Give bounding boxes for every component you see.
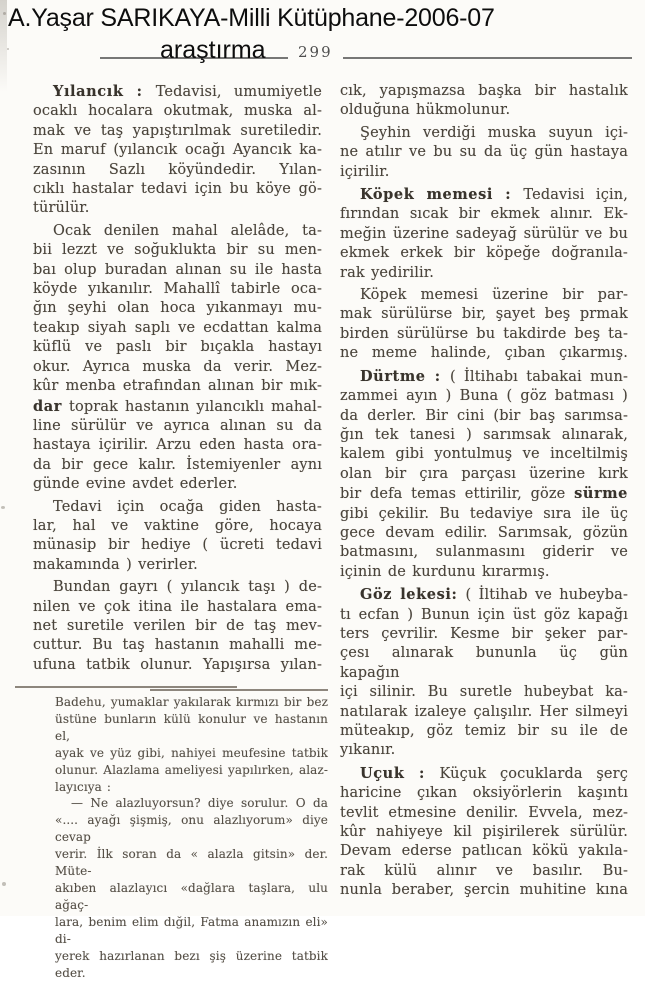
paragraph [33, 82, 322, 219]
text-line [33, 261, 322, 280]
text-line [33, 417, 322, 436]
text-line [55, 779, 328, 796]
text-line [33, 636, 322, 655]
text-segment: makamında ) verirler. [33, 556, 198, 573]
text-line [55, 880, 328, 914]
text-line [340, 286, 628, 305]
bold-term: Uçuk : [360, 764, 440, 782]
text-segment: da bir gece kalır. İstemiyenler aynı [33, 456, 322, 473]
text-segment: layıcıya : [55, 779, 111, 794]
text-segment: batmasını, sulanmasını giderir ve [340, 544, 628, 561]
text-line [340, 543, 628, 562]
bold-term: sürme [574, 485, 628, 503]
paragraph [340, 764, 628, 901]
paragraph [340, 185, 628, 283]
text-line [340, 625, 628, 644]
text-segment: nunla beraber, şercin muhitine kına [340, 882, 628, 899]
text-line [33, 397, 322, 417]
text-segment: içinin de kurdunu kırarmış. [340, 563, 550, 580]
bold-term: Göz lekesi: [360, 586, 466, 604]
text-segment: natılarak izaleye çalışılır. Her silmeyi [340, 703, 628, 720]
scan-speck [3, 12, 6, 15]
text-line [340, 367, 628, 387]
text-line [340, 823, 628, 842]
text-segment: En maruf (yılancık ocağı Ayancık ka- [33, 142, 322, 159]
text-line [340, 741, 628, 760]
text-line [340, 862, 628, 881]
text-line [33, 358, 322, 377]
text-segment: cuttur. Bu taş hastanın mahalli me- [33, 637, 322, 654]
text-line [340, 445, 628, 464]
footnote-rule [15, 686, 237, 688]
text-line [340, 264, 628, 283]
text-segment: gibi çekilir. Bu tedaviye sıra ile üç [340, 505, 628, 522]
text-segment: ne atılır ve bu su da üç gün hastaya [340, 144, 628, 161]
scan-speck [1, 506, 5, 509]
text-segment: teakıp siyah saplı ve ecdattan kalma [33, 319, 322, 336]
text-line [55, 711, 328, 745]
paragraph [340, 286, 628, 364]
text-line [340, 784, 628, 803]
text-segment: baı olup buradan alınan su ile hasta [33, 261, 322, 278]
text-line [33, 656, 322, 675]
text-segment: yıkanır. [340, 742, 396, 759]
text-segment: — Ne alazluyorsun? diye sorulur. O da [71, 796, 328, 811]
text-segment: «.... ayağı şişmiş, onu alazlıyorum» diye cevap [55, 813, 328, 845]
text-line [340, 185, 628, 205]
text-line [340, 842, 628, 861]
text-line [33, 517, 322, 536]
bold-term: Dürtme : [360, 367, 450, 385]
text-line [33, 280, 322, 299]
text-segment: ne meme halinde, çıban çıkarmış. [340, 345, 628, 362]
text-segment: Küçuk çocuklarda şerç [439, 765, 628, 782]
text-line [33, 102, 322, 121]
text-segment: net suretile verilen bir de taş mev- [33, 617, 322, 634]
text-segment: ekmek erkek bir köpeğe doğranıla- [340, 245, 628, 262]
text-line [33, 456, 322, 475]
text-line [340, 407, 628, 426]
text-segment: ( İltihabı tabakai mun- [449, 368, 628, 385]
text-segment: bii lezzt ve soğuklukta bir su men- [33, 242, 322, 259]
page-title: A.Yaşar SARIKAYA-Milli Kütüphane-2006-07 [8, 4, 495, 32]
text-line [340, 143, 628, 162]
text-segment: olan bir çıra parçası üzerine kırk [340, 465, 628, 482]
text-segment: hastaya içirilir. Arzu eden hasta ora- [33, 437, 322, 454]
text-line [55, 914, 328, 948]
text-line [33, 299, 322, 318]
text-line [340, 124, 628, 143]
text-segment: Devam ederse patlıcan kökü yakıla- [340, 843, 628, 860]
paragraph [340, 585, 628, 761]
text-segment: Şeyhin verdiği muska suyun içi- [360, 124, 628, 141]
paragraph [33, 498, 322, 576]
text-segment: müteakıp, göz temiz bir su ile de [340, 723, 628, 739]
text-line [340, 505, 628, 524]
text-line [33, 222, 322, 241]
text-segment: kûr nahiyeye kil pişirilerek sürülür. [340, 824, 628, 841]
text-segment: cıklı hastalar tedavi için bu köye gö- [33, 181, 322, 198]
paragraph [340, 124, 628, 182]
text-segment: birden sürülürse bu takdirde beş ta- [340, 325, 628, 342]
text-line [55, 745, 328, 762]
text-segment: nilen ve çok itina ile hastalara ema- [33, 598, 322, 615]
text-line [340, 606, 628, 625]
text-segment: küflü ve paslı bir bıçakla hastayı [33, 339, 322, 356]
text-line [33, 578, 322, 597]
text-line [55, 812, 328, 846]
text-line [33, 122, 322, 141]
text-line [340, 484, 628, 504]
text-segment: okur. Ayrıca muska da verir. Mez- [33, 358, 322, 375]
text-segment: günde evine avdet ederler. [33, 476, 238, 493]
text-segment: cık, yapışmazsa başka bir hastalık [340, 83, 628, 99]
text-segment: yerek hazırlanan bezı şiş üzerine tatbik eder. [55, 948, 328, 980]
left-column [33, 82, 322, 678]
text-segment: fırından sıcak bir ekmek alınır. Ek- [340, 206, 628, 223]
text-line [33, 598, 322, 617]
paragraph [55, 694, 328, 981]
text-line [340, 881, 628, 900]
text-line [33, 475, 322, 494]
text-line [340, 644, 628, 683]
text-line [340, 387, 628, 406]
text-segment: Tedavisi için, [523, 187, 628, 204]
text-line [340, 465, 628, 484]
text-line [340, 305, 628, 324]
text-segment: lara, benim elim dığil, Fatma anamızın eli» di- [55, 914, 328, 946]
text-line [340, 101, 628, 120]
text-segment: ğın şeyhi olan hoca yıkanmayı mu- [33, 300, 322, 317]
text-segment: ayak ve yüz gibi, nahiyei meufesine tatbik [55, 745, 328, 760]
page-number: 299 [288, 43, 343, 61]
text-segment: verir. İlk soran da « alazla gitsin» der. Müte- [55, 847, 328, 879]
text-line [340, 205, 628, 224]
text-segment: ufuna tatbik olunur. Yapışırsa yılan- [33, 656, 322, 673]
text-segment: içirilir. [340, 163, 390, 180]
text-segment: ocaklı hocalara okutmak, muska al- [33, 103, 322, 120]
text-line [340, 804, 628, 823]
text-segment: tevlit etmesine denilir. Evvela, mez- [340, 804, 628, 821]
text-line [340, 764, 628, 784]
text-line [33, 498, 322, 517]
text-line [33, 180, 322, 199]
text-segment: rak külü alınır ve basılır. Bu- [340, 862, 628, 879]
text-segment: Ocak denilen mahal alelâde, ta- [53, 222, 322, 239]
text-segment: Tedavisi, umumiyetle [155, 84, 322, 100]
text-segment: zammei ayın ) Buna ( göz batması ) [340, 388, 628, 405]
text-line [55, 948, 328, 981]
text-segment: türülür. [33, 200, 90, 217]
text-segment: olduğuna hükmolunur. [340, 102, 511, 119]
text-segment: çesı alınarak bununla üç gün kapağın [340, 645, 628, 681]
page-subtitle: araştırma [160, 36, 266, 64]
paragraph [340, 82, 628, 121]
scan-speck [2, 882, 6, 886]
text-segment: mak sürülürse bir, şayet beş prmak [340, 306, 628, 323]
text-segment: ğın tek tanesi ) sarımsak alınarak, [340, 426, 628, 443]
text-segment: kalem gibi yontulmuş ve inceltilmiş [340, 446, 628, 463]
text-line [33, 319, 322, 338]
bold-term: Yılancık : [53, 83, 156, 100]
text-segment: da derler. Bir cini (bir baş sarımsa- [340, 407, 628, 424]
text-segment: ters çevrilir. Kesme bir şeker par- [340, 625, 628, 642]
text-segment: mak ve taş yapıştırılmak suretiledir. [33, 122, 322, 139]
text-line [55, 846, 328, 880]
paragraph [340, 367, 628, 582]
footnote [55, 694, 328, 981]
text-line [55, 694, 328, 711]
text-segment: toprak hastanın yılancıklı mahal- [61, 398, 322, 415]
text-line [33, 161, 322, 180]
bold-term: Köpek memesi : [360, 186, 524, 204]
text-line [55, 762, 328, 779]
text-line [33, 556, 322, 575]
text-line [340, 163, 628, 182]
text-line [33, 141, 322, 160]
text-line [33, 617, 322, 636]
text-segment: akıben alazlayıcı «dağlara taşlara, ulu ağaç- [55, 880, 328, 912]
text-segment: rak yedirilir. [340, 264, 435, 281]
text-line [33, 436, 322, 455]
paragraph [33, 222, 322, 495]
text-segment: bir defa temas ettirilir, göze [340, 486, 575, 503]
text-line [340, 722, 628, 741]
right-column [340, 82, 628, 904]
text-line [33, 199, 322, 218]
text-segment: gece devam edilir. Sarımsak, gözün [340, 524, 628, 541]
text-line [55, 795, 328, 812]
text-line [33, 536, 322, 555]
text-line [340, 524, 628, 543]
footnote-rule [150, 689, 328, 691]
text-segment: üstüne bunların külü konulur ve hastanın el, [55, 711, 328, 743]
text-line [340, 82, 628, 101]
text-segment: Köpek memesi üzerine bir par- [360, 287, 628, 304]
text-segment: lar, hal ve vaktine göre, hocaya [33, 517, 322, 534]
text-line [340, 244, 628, 263]
text-segment: zasının Sazlı köyündedir. Yılan- [33, 161, 322, 178]
text-line [340, 703, 628, 722]
text-segment: meğin üzerine sadeyağ sürülür ve bu [340, 225, 628, 242]
text-segment: içi silinir. Bu suretle hubeybat ka- [340, 684, 628, 701]
text-line [340, 225, 628, 244]
text-line [33, 241, 322, 260]
paragraph [33, 578, 322, 675]
text-segment: Tedavi için ocağa giden hasta- [53, 498, 322, 515]
bold-term: dar [33, 397, 62, 415]
text-segment: haricine çıkan oksiyörlerin kaşıntı [340, 785, 628, 802]
text-line [33, 338, 322, 357]
text-segment: olunur. Alazlama ameliyesi yapılırken, alaz- [55, 762, 328, 777]
text-segment: kûr menba etrafından alınan bir mık- [33, 378, 322, 395]
text-line [340, 585, 628, 605]
text-line [340, 683, 628, 702]
text-segment: line sürülür ve ayrıca alınan su da [33, 417, 322, 434]
text-segment: Badehu, yumaklar yakılarak kırmızı bir bez [55, 695, 328, 709]
text-line [340, 344, 628, 363]
text-segment: Bundan gayrı ( yılancık taşı ) de- [53, 579, 322, 596]
text-line [33, 82, 322, 102]
text-line [340, 325, 628, 344]
text-segment: köyde yıkanılır. Mahallî tabirle oca- [33, 281, 322, 298]
text-line [33, 377, 322, 396]
text-line [340, 563, 628, 582]
scan-speck [7, 48, 9, 50]
text-line [340, 426, 628, 445]
text-segment: münasip bir hediye ( ücreti tedavi [33, 537, 322, 554]
text-segment: tı ecfan ) Bunun için üst göz kapağı [340, 606, 628, 623]
text-segment: ( İltihab ve hubeyba- [465, 587, 628, 604]
